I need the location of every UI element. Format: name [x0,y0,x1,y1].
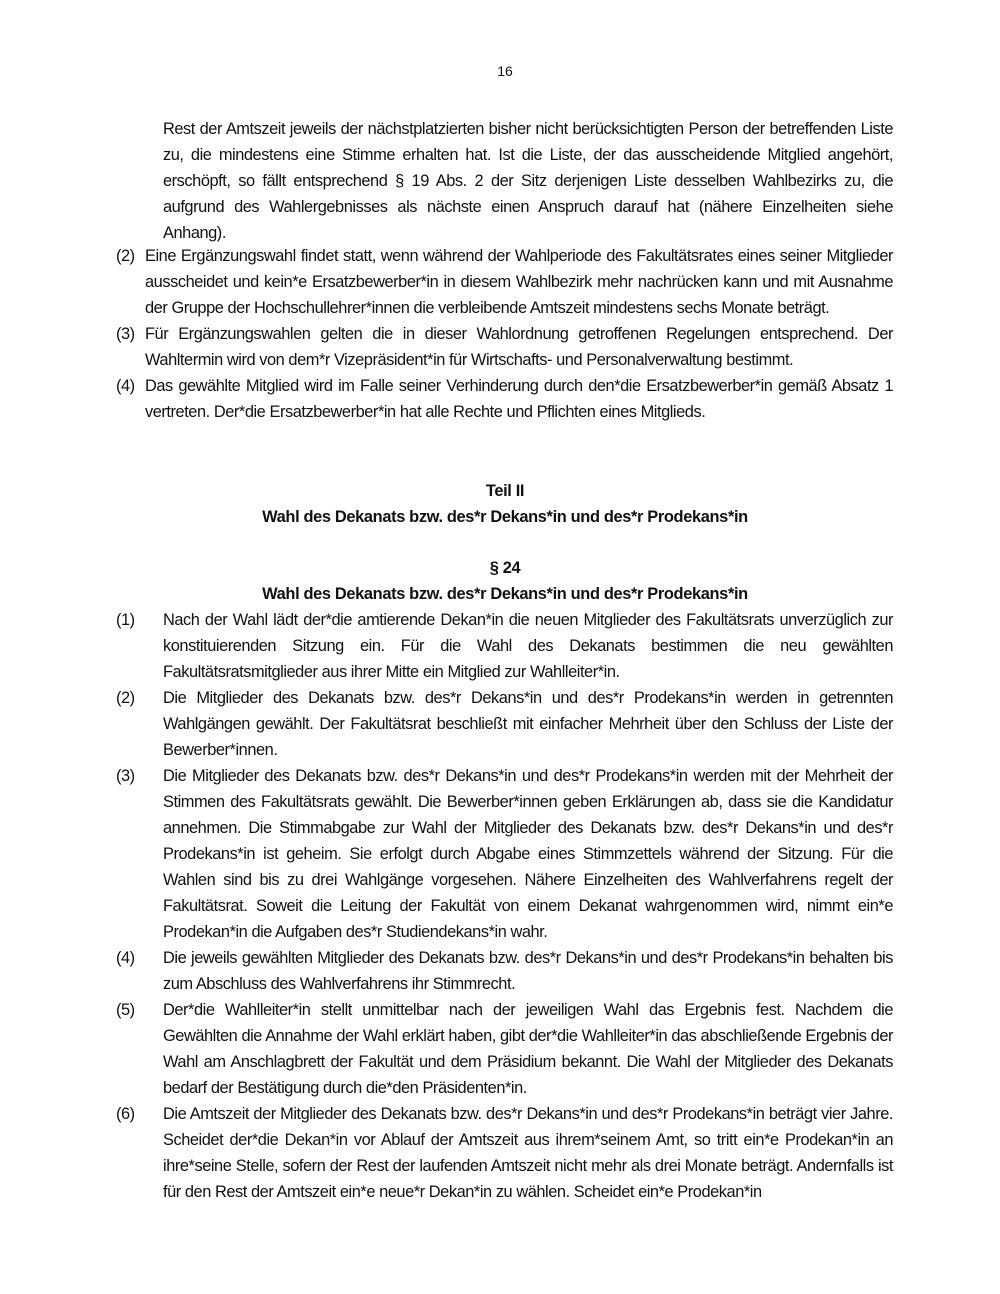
continued-paragraph: Rest der Amtszeit jeweils der nächstplatzierten bisher nicht berücksichtigten Person der betreffenden Liste zu, die mindestens eine Stimme erhalten hat. Ist die Liste, der das ausscheidende Mitglied angehört, erschöpft, so fällt entsprechend § 19 Abs. 2 der Sitz derjenigen Liste desselben Wahlbezirks zu, die aufgrund des Wahlergebnisses als nächste einen Anspruch darauf hat (nähere Einzelheiten siehe Anhang). [163,120,893,242]
item-text: Die jeweils gewählten Mitglieder des Dekanats bzw. des*r Dekans*in und des*r Prodekans*in behalten bis zum Abschluss des Wahlverfahrens ihr Stimmrecht. [163,949,893,993]
item-text: Das gewählte Mitglied wird im Falle seiner Verhinderung durch den*die Ersatzbewerber*in gemäß Absatz 1 vertreten. Der*die Ersatzbewerber*in hat alle Rechte und Pflichten eines Mitglieds. [145,377,893,421]
item-text: Eine Ergänzungswahl findet statt, wenn während der Wahlperiode des Fakultätsrates eines seiner Mitglieder ausscheidet und kein*e Ersatzbewerber*in in diesem Wahlbezirk mehr nachrücken kann und mit Ausnahme der Gruppe der Hochschullehrer*innen die verbleibende Amtszeit mindestens sechs Monate beträgt. [145,247,893,317]
item-number: (4) [116,949,135,967]
item-number: (5) [116,1001,135,1019]
section-number: § 24 [489,559,521,577]
item-text: Für Ergänzungswahlen gelten die in dieser Wahlordnung getroffenen Regelungen entsprechend. Der Wahltermin wird von dem*r Vizepräsident*in für Wirtschafts- und Personalverwaltung bestimmt. [145,325,893,369]
item-text: Nach der Wahl lädt der*die amtierende Dekan*in die neuen Mitglieder des Fakultätsrats unverzüglich zur konstituierenden Sitzung ein. Für die Wahl des Dekanats bestimmen die neu gewählten Fakultätsratsmitglieder aus ihrer Mitte ein Mitglied zur Wahlleiter*in. [163,611,893,681]
list-item [116,373,893,425]
section-title: Wahl des Dekanats bzw. des*r Dekans*in und des*r Prodekans*in [262,585,748,603]
list-item [116,243,893,321]
list-item [116,321,893,373]
item-number: (1) [116,611,135,629]
item-number: (4) [116,377,135,395]
list-item [116,685,893,763]
list-item [116,945,893,997]
item-number: (3) [116,325,135,343]
item-text: Die Amtszeit der Mitglieder des Dekanats bzw. des*r Dekans*in und des*r Prodekans*in beträgt vier Jahre. Scheidet der*die Dekan*in vor Ablauf der Amtszeit aus ihrem*seinem Amt, so tritt ein*e Prodekan*in an ihre*seine Stelle, sofern der Rest der laufenden Amtszeit nicht mehr als drei Monate beträgt. Andernfalls ist für den Rest der Amtszeit ein*e neue*r Dekan*in zu wählen. Scheidet ein*e Prodekan*in [163,1105,893,1201]
paragraph-list-section-24 [116,607,893,1205]
paragraph-list-section-23 [116,243,893,425]
item-number: (2) [116,247,135,265]
item-number: (3) [116,767,135,785]
list-item [116,997,893,1101]
item-text: Der*die Wahlleiter*in stellt unmittelbar nach der jeweiligen Wahl das Ergebnis fest. Nachdem die Gewählten die Annahme der Wahl erklärt haben, gibt der*die Wahlleiter*in das abschließende Ergebnis der Wahl am Anschlagbrett der Fakultät und dem Präsidium bekannt. Die Wahl der Mitglieder des Dekanats bedarf der Bestätigung durch die*den Präsidenten*in. [163,1001,893,1097]
page-number: 16 [497,63,513,79]
list-item [116,763,893,945]
item-text: Die Mitglieder des Dekanats bzw. des*r Dekans*in und des*r Prodekans*in werden in getrennten Wahlgängen gewählt. Der Fakultätsrat beschließt mit einfacher Mehrheit über den Schluss der Liste der Bewerber*innen. [163,689,893,759]
item-number: (6) [116,1105,135,1123]
part-label: Teil II [485,482,525,500]
list-item [116,1101,893,1205]
item-text: Die Mitglieder des Dekanats bzw. des*r Dekans*in und des*r Prodekans*in werden mit der Mehrheit der Stimmen des Fakultätsrats gewählt. Die Bewerber*innen geben Erklärungen ab, dass sie die Kandidatur annehmen. Die Stimmabgabe zur Wahl der Mitglieder des Dekanats bzw. des*r Dekans*in und des*r Prodekans*in ist geheim. Sie erfolgt durch Abgabe eines Stimmzettels während der Sitzung. Für die Wahlen sind bis zu drei Wahlgänge vorgesehen. Nähere Einzelheiten des Wahlverfahrens regelt der Fakultätsrat. Soweit die Leitung der Fakultät von einem Dekanat wahrgenommen wird, nimmt ein*e Prodekan*in die Aufgaben des*r Studiendekans*in wahr. [163,767,893,941]
item-number: (2) [116,689,135,707]
part-title: Wahl des Dekanats bzw. des*r Dekans*in und des*r Prodekans*in [262,508,748,526]
list-item [116,607,893,685]
